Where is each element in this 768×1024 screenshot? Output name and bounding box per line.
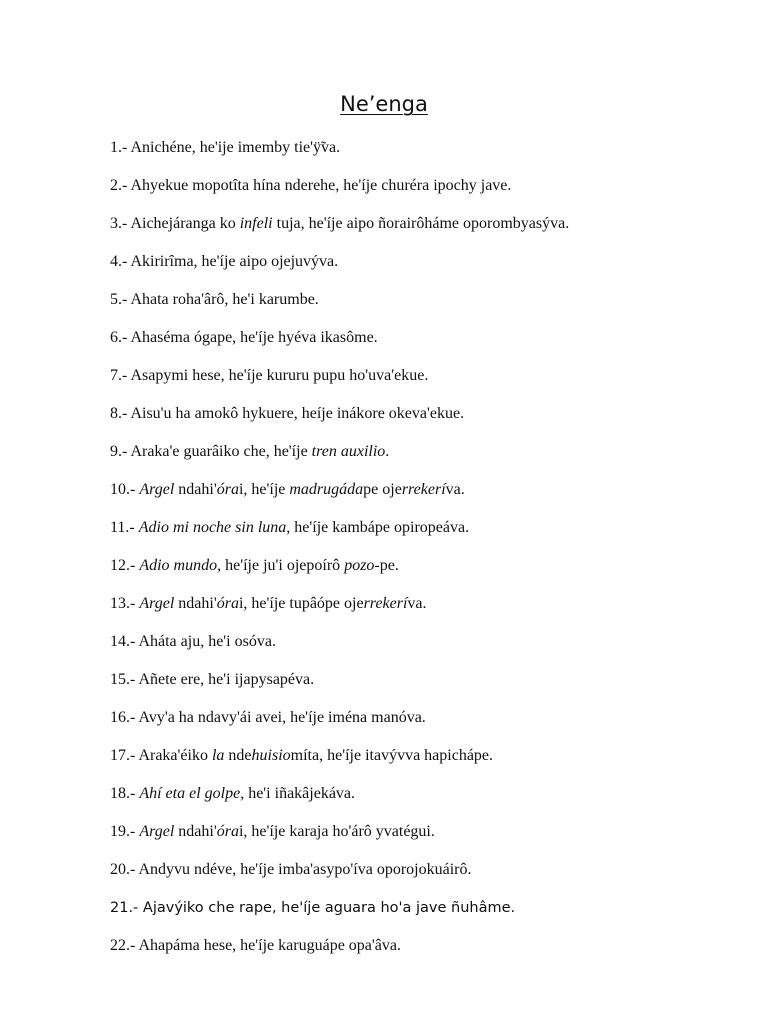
saying-item [110, 668, 730, 706]
text-segment: 4.- Akirirîma, he'íje aipo ojejuvýva. [110, 253, 339, 270]
italic-text: Adio mi noche sin luna [138, 519, 287, 536]
saying-item [110, 630, 730, 668]
text-segment: 18.- [110, 785, 140, 802]
italic-text: tren auxilio [311, 443, 386, 460]
saying-item [110, 250, 730, 288]
text-segment: va. [407, 595, 427, 612]
saying-item [110, 516, 730, 554]
italic-text: Argel [139, 481, 175, 498]
italic-text: óra [216, 595, 239, 612]
text-segment: 12.- [110, 557, 140, 574]
text-segment: i, he'íje tupâópe oje [238, 595, 364, 612]
text-segment: , he'íje kambápe opiropeáva. [286, 519, 470, 536]
italic-text: pozo [344, 557, 375, 574]
text-segment: va. [445, 481, 465, 498]
text-segment: , he'íje ju'i ojepoírô [217, 557, 345, 574]
sayings-list [110, 136, 730, 972]
text-segment: , he'i iñakâjekáva. [240, 785, 356, 802]
text-segment: -pe. [374, 557, 399, 574]
italic-text: Adio mundo [139, 557, 218, 574]
saying-item [110, 782, 730, 820]
text-segment: 1.- Anichéne, he'ije imemby tie'ÿ̃va. [110, 139, 341, 156]
italic-text: huisio [251, 747, 291, 764]
text-segment: 22.- Ahapáma hese, he'íje karuguápe opa'âva. [110, 937, 401, 954]
text-segment: ndahi' [174, 823, 217, 840]
text-segment: 13.- [110, 595, 140, 612]
text-segment: 11.- [110, 519, 139, 536]
saying-item [110, 744, 730, 782]
italic-text: rrekerí [363, 595, 408, 612]
italic-text: infeli [239, 215, 273, 232]
saying-item [110, 364, 730, 402]
text-segment: tuja, he'íje aipo ñorairôháme oporombyasýva. [272, 215, 570, 232]
saying-item [110, 896, 730, 934]
text-segment: 20.- Andyvu ndéve, he'íje imba'asypo'íva oporojokuáirô. [110, 861, 472, 878]
saying-item [110, 820, 730, 858]
italic-text: Ahí eta el golpe [139, 785, 241, 802]
text-segment: i, he'íje karaja ho'árô yvatégui. [238, 823, 435, 840]
text-segment: 6.- Ahaséma ógape, he'íje hyéva ikasôme. [110, 329, 378, 346]
text-segment: nde [224, 747, 252, 764]
saying-item [110, 136, 730, 174]
saying-item [110, 934, 730, 972]
text-segment: 8.- Aisu'u ha amokô hykuere, heíje inákore okeva'ekue. [110, 405, 465, 422]
saying-item [110, 288, 730, 326]
saying-item [110, 402, 730, 440]
italic-text: óra [216, 481, 239, 498]
italic-text: rrekerí [401, 481, 446, 498]
text-segment: i, he'íje [238, 481, 290, 498]
text-segment: 2.- Ahyekue mopotîta hína nderehe, he'íje churéra ipochy jave. [110, 177, 512, 194]
saying-item [110, 858, 730, 896]
text-segment: 19.- [110, 823, 140, 840]
text-segment: 17.- Araka'éiko [110, 747, 212, 764]
saying-item [110, 554, 730, 592]
text-segment: 14.- Aháta aju, he'i osóva. [110, 633, 276, 650]
text-segment: 3.- Aichejáranga ko [110, 215, 240, 232]
text-segment: pe oje [363, 481, 402, 498]
italic-text: la [211, 747, 225, 764]
text-segment: míta, he'íje itavývva hapichápe. [290, 747, 494, 764]
italic-text: óra [216, 823, 239, 840]
text-segment: ndahi' [174, 595, 217, 612]
page-title: Ne’enga [340, 92, 428, 116]
text-segment: 15.- Añete ere, he'i ijapysapéva. [110, 671, 315, 688]
text-segment: . [385, 443, 390, 460]
text-segment: 10.- [110, 481, 140, 498]
text-segment: ndahi' [174, 481, 217, 498]
saying-item [110, 440, 730, 478]
italic-text: Argel [139, 823, 175, 840]
italic-text: madrugáda [289, 481, 364, 498]
saying-item [110, 706, 730, 744]
italic-text: Argel [139, 595, 175, 612]
text-segment: 21.- Ajavýiko che rape, he'íje aguara ho'a jave ñuhâme. [110, 900, 516, 916]
saying-item [110, 212, 730, 250]
text-segment: 9.- Araka'e guarâiko che, he'íje [110, 443, 312, 460]
saying-item [110, 592, 730, 630]
text-segment: 16.- Avy'a ha ndavy'ái avei, he'íje iména manóva. [110, 709, 426, 726]
saying-item [110, 174, 730, 212]
saying-item [110, 478, 730, 516]
text-segment: 7.- Asapymi hese, he'íje kururu pupu ho'uva'ekue. [110, 367, 429, 384]
saying-item [110, 326, 730, 364]
text-segment: 5.- Ahata roha'ârô, he'i karumbe. [110, 291, 319, 308]
